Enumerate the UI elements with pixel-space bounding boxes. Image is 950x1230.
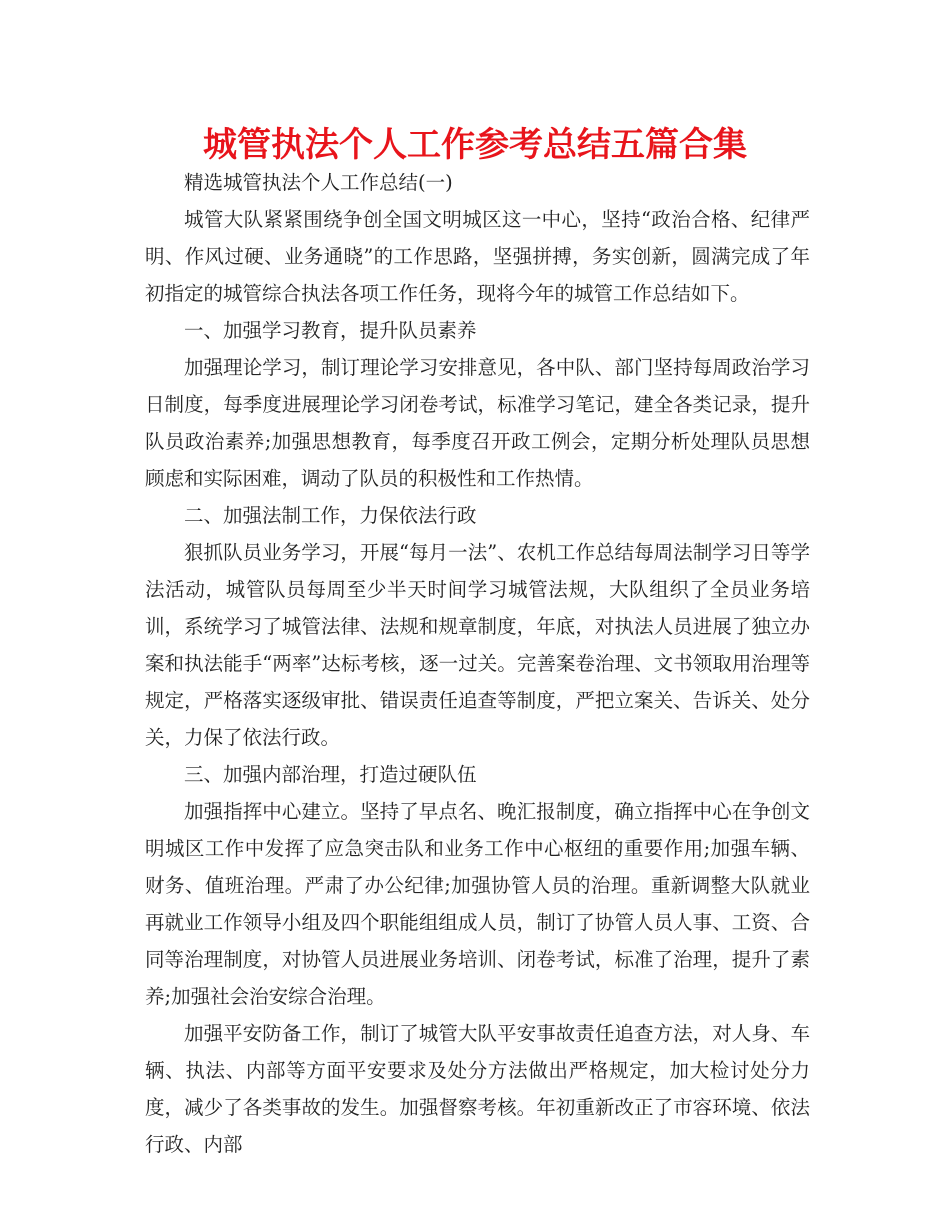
paragraph-internal: 加强指挥中心建立。坚持了早点名、晚汇报制度，确立指挥中心在争创文明城区工作中发挥了应急突击队和业务工作中心枢纽的重要作用;加强车辆、财务、值班治理。严肃了办公纪律;加强协管人员的治理。重新调整大队就业再就业工作领导小组及四个职能组组成人员，制订了协管人员人事、工资、合同等治理制度，对协管人员进展业务培训、闭卷考试，标准了治理，提升了素养;加强社会治安综合治理。 [145, 800, 810, 1008]
paragraph-intro: 城管大队紧紧围绕争创全国文明城区这一中心，坚持“政治合格、纪律严明、作风过硬、业务通晓”的工作思路，坚强拼搏，务实创新，圆满完成了年初指定的城管综合执法各项工作任务，现将今年的城管工作总结如下。 [145, 208, 810, 305]
document-body [145, 164, 810, 1163]
heading-study: 一、加强学习教育，提升队员素养 [184, 319, 477, 342]
section-subtitle: 精选城管执法个人工作总结(一) [184, 171, 453, 194]
document-title: 城管执法个人工作参考总结五篇合集 [203, 125, 747, 165]
heading-legal: 二、加强法制工作，力保依法行政 [184, 504, 477, 527]
heading-internal: 三、加强内部治理，打造过硬队伍 [184, 763, 477, 786]
paragraph-safety: 加强平安防备工作，制订了城管大队平安事故责任追查方法，对人身、车辆、执法、内部等方面平安要求及处分方法做出严格规定，加大检讨处分力度，减少了各类事故的发生。加强督察考核。年初重新改正了市容环境、依法行政、内部 [145, 1022, 810, 1156]
paragraph-legal: 狠抓队员业务学习，开展“每月一法”、农机工作总结每周法制学习日等学法活动，城管队员每周至少半天时间学习城管法规，大队组织了全员业务培训，系统学习了城管法律、法规和规章制度，年底，对执法人员进展了独立办案和执法能手“两率”达标考核，逐一过关。完善案卷治理、文书领取用治理等规定，严格落实逐级审批、错误责任追查等制度，严把立案关、告诉关、处分关，力保了依法行政。 [145, 541, 810, 749]
paragraph-study: 加强理论学习，制订理论学习安排意见，各中队、部门坚持每周政治学习日制度，每季度进展理论学习闭卷考试，标准学习笔记，建全各类记录，提升队员政治素养;加强思想教育，每季度召开政工例会，定期分析处理队员思想顾虑和实际困难，调动了队员的积极性和工作热情。 [145, 356, 810, 490]
